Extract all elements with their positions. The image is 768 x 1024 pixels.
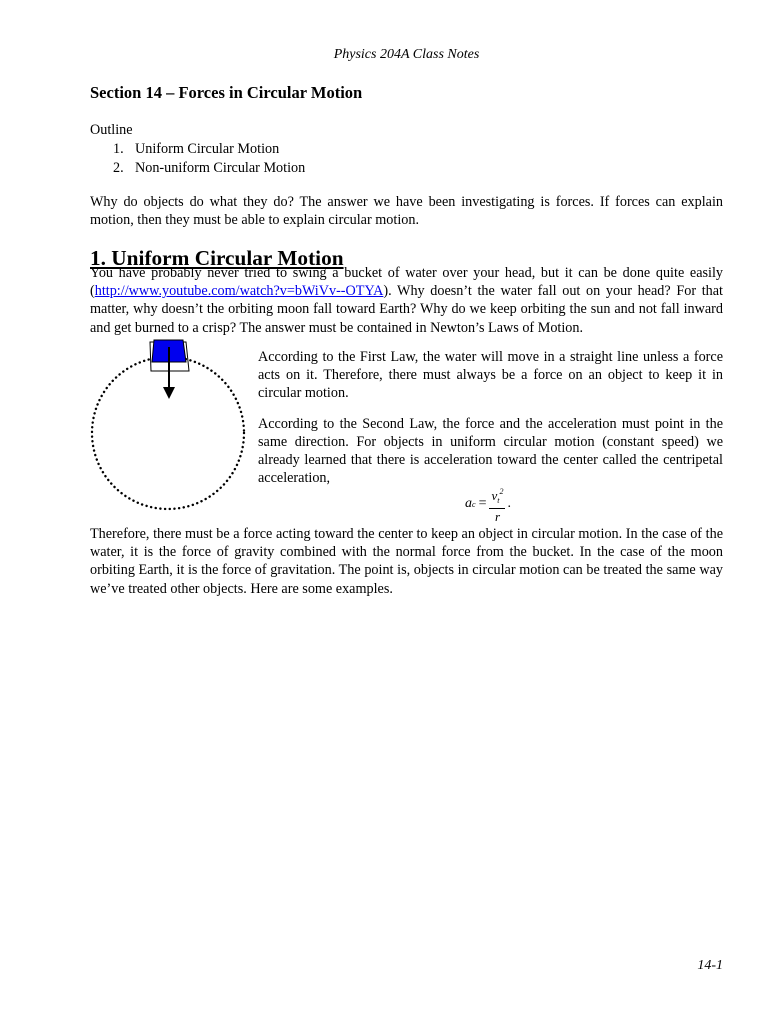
newton-laws-column	[258, 348, 723, 487]
eq-num-var: v	[491, 488, 498, 503]
outline-item	[113, 159, 305, 178]
bucket-paragraph	[90, 264, 723, 337]
subsection-heading: 1. Uniform Circular Motion	[90, 246, 344, 270]
eq-num-subscript: t	[497, 496, 500, 505]
document-page	[90, 0, 723, 1024]
eq-lhs-subscript: c	[472, 499, 476, 509]
conclusion-paragraph: Therefore, there must be a force acting toward the center to keep an object in circular motion. In the case of the water, it is the force of gravity combined with the normal force from the bucket. In the case of the moon orbiting Earth, it is the force of gravitation. The point is, objects in circular motion can be treated the same way we’ve treated other objects. Here are some examples.	[90, 526, 723, 597]
eq-lhs: a	[465, 496, 472, 511]
page-number: 14-1	[697, 958, 723, 973]
eq-fraction	[489, 484, 505, 524]
outline-label: Outline	[90, 122, 133, 138]
bucket-paragraph-start: You have probably never tried to swing a bucket of water over your head, but it can be done quite easily (	[90, 265, 723, 300]
bucket-circle-diagram	[90, 335, 250, 515]
eq-denominator: r	[494, 509, 500, 524]
outline-item-text: Uniform Circular Motion	[135, 141, 280, 157]
first-law-paragraph: According to the First Law, the water will move in a straight line unless a force acts on it. Therefore, there must always be a force on an object to keep it in circular motion.	[258, 349, 723, 402]
intro-paragraph: Why do objects do what they do? The answer we have been investigating is forces. If forces can explain motion, then they must be able to explain circular motion.	[90, 194, 723, 229]
eq-equals: =	[478, 496, 487, 511]
youtube-link[interactable]: http://www.youtube.com/watch?v=bWiVv--OTYA	[94, 283, 384, 300]
centripetal-acceleration-equation	[465, 484, 511, 524]
outline-item-number: 2.	[113, 159, 124, 176]
eq-num-superscript: 2	[499, 487, 504, 496]
section-title: Section 14 – Forces in Circular Motion	[90, 83, 363, 102]
outline-item	[113, 140, 305, 159]
eq-trailing-period: .	[507, 496, 511, 511]
outline-list	[113, 140, 305, 177]
force-arrow-head	[163, 387, 175, 399]
second-law-paragraph: According to the Second Law, the force and the acceleration must point in the same direction. For objects in uniform circular motion (constant speed) we already learned that there is acceleration toward the center called the centripetal acceleration,	[258, 415, 723, 487]
outline-item-text: Non-uniform Circular Motion	[135, 159, 306, 176]
outline-item-number: 1.	[113, 141, 124, 157]
bucket-circle-figure	[90, 335, 250, 515]
bucket-paragraph-end: ). Why doesn’t the water fall out on your head? For that matter, why doesn’t the orbiting moon fall toward Earth? Why do we keep orbiting the sun and not fall inward and get burned to a crisp? The answer must be contained in Newton’s Laws of Motion.	[90, 283, 723, 336]
eq-numerator	[489, 484, 505, 509]
page-header: Physics 204A Class Notes	[333, 47, 480, 62]
